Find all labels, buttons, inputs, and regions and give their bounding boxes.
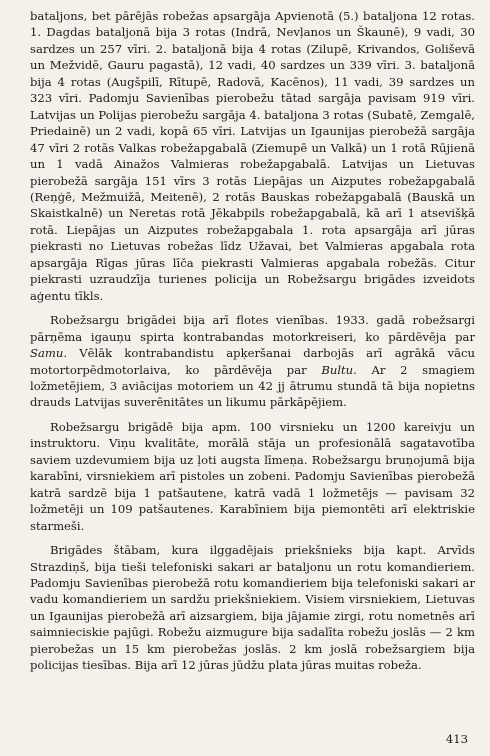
page-number: 413	[445, 732, 468, 746]
paragraph-2	[30, 312, 475, 411]
paragraph-2-text-c: . Ar 2 smagiem ložmetējiem, 3 aviācijas motoriem un 42 jj ātrumu stundā tā bija nopietns drauds Latvijas suverēnitātes un likumu pārkāpējiem.	[30, 362, 475, 410]
paragraph-3-text: Robežsargu brigādē bija apm. 100 virsnieku un 1200 kareivju un instruktoru. Viņu kvalitāte, morālā stāja un profesionālā sagatavotība saviem uzdevumiem bija uz ļoti augsta līmeņa. Robežsargu bruņojumā bija karabīni, virsniekiem arī pistoles un zobeni. Padomju Savienības pierobežā katrā sardzē bija 1 patšautene, katrā vadā 1 ložmetējs — pavisam 32 ložmetēji un 109 patšautenes. Karabīniem bija piemontēti arī elektriskie starmeši.	[30, 419, 475, 533]
paragraph-1-text: bataljons, bet pārējās robežas apsargāja Apvienotā (5.) bataljona 12 rotas. 1. Dagdas bataljonā bija 3 rotas (Indrā, Nevļanos un Škaunē), 9 vadi, 30 sardzes un 257 vīri. 2. bataljonā bija 4 rotas (Zilupē, Krivandos, Goliševā un Mežvidē, Gauru pagastā), 12 vadi, 40 sardzes un 339 vīri. 3. bataljonā bija 4 rotas (Augšpilī, Rītupē, Radovā, Kacēnos), 11 vadi, 39 sardzes un 323 vīri. Padomju Savienības pierobežu tātad sargāja pavisam 919 vīri. Latvijas un Polijas pierobežu sargāja 4. bataljona 3 rotas (Subatē, Zemgalē, Priedainē) un 2 vadi, kopā 65 vīri. Latvijas un Igaunijas pierobežā sargāja 47 vīri 2 rotās Valkas robežapgabalā (Ziemupē un Valkā) un 1 rotā Rūjienā un 1 vadā Ainažos Valmieras robežapgabalā. Latvijas un Lietuvas pierobežā sargāja 151 vīrs 3 rotās Liepājas un Aizputes robežapgabalā (Reņģē, Mežmuižā, Meitenē), 2 rotās Bauskas robežapgabalā (Bauskā un Skaistkalnē) un Neretas rotā Jēkabpils robežapgabalā, kā arī 1 atsevišķā rotā. Liepājas un Aizputes robežapgabala 1. rota apsargāja arī jūras piekrasti no Lietuvas robežas līdz Užavai, bet Valmieras apgabala rota apsargāja Rīgas jūras līča piekrasti Valmieras apgabala robežās. Citur piekrasti uzraudzīja turienes policija un Robežsargu brigādes izveidots aģentu tīkls.	[30, 9, 475, 303]
ship-name-bultu: Bultu	[321, 362, 354, 377]
ship-name-samu: Samu	[30, 346, 64, 361]
paragraph-3	[30, 419, 475, 534]
paragraph-4	[30, 542, 475, 674]
paragraph-1	[30, 8, 475, 304]
document-page	[30, 8, 475, 728]
paragraph-2-text-a: Robežsargu brigādei bija arī flotes vienības. 1933. gadā robežsargi pārņēma igauņu spirta kontrabandas motorkreiseri, ko pārdēvēja par	[30, 313, 475, 344]
paragraph-4-text: Brigādes štābam, kura ilggadējais priekšnieks bija kapt. Arvīds Strazdiņš, bija tieši telefoniski sakari ar bataljonu un rotu komandieriem. Padomju Savienības pierobežā rotu komandieriem bija telefoniski sakari ar vadu komandieriem un sardžu priekšniekiem. Visiem virsniekiem, Lietuvas un Igaunijas pierobežā arī aizsargiem, bija jājamie zirgi, rotu nometnēs arī saimnieciskie pajūgi. Robežu aizmugure bija sadalīta robežu joslās — 2 km pierobežas un 15 km pierobežas joslās. 2 km joslā robežsargiem bija policijas tiesības. Bija arī 12 jūras jūdžu plata jūras muitas robeža.	[30, 543, 475, 673]
paragraph-2-text-b: . Vēlāk kontrabandistu apķeršanai darbojās arī agrākā vācu motortorpēdmotorlaiva, ko pārdēvēja par	[30, 346, 475, 377]
